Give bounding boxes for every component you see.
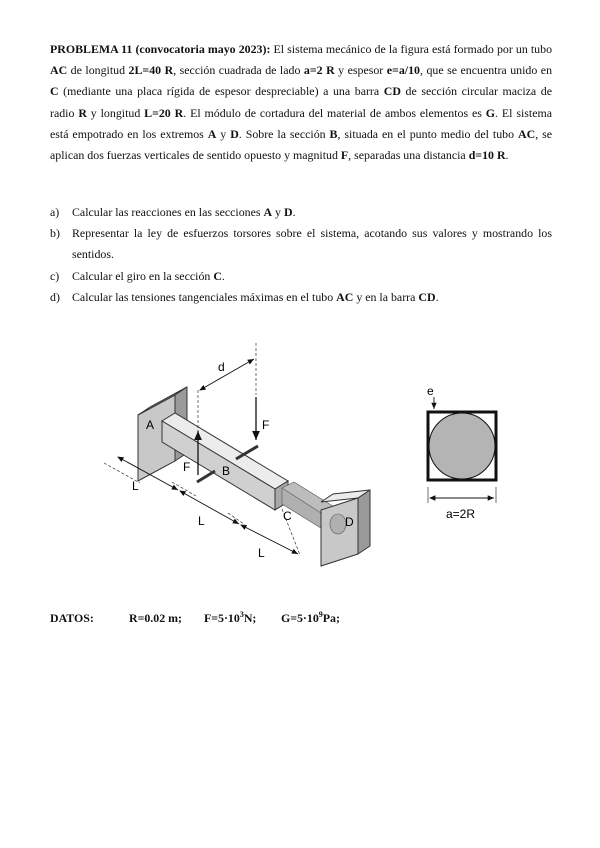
dimension-d [198,343,256,435]
question-list [50,202,552,308]
label-l2: L [198,514,205,528]
question-item: c) Calcular el giro en la sección C. [50,268,225,283]
figure-svg [0,335,600,595]
label-e: e [427,384,434,398]
label-c: C [283,509,292,523]
label-l3: L [258,546,265,560]
label-f-bottom: F [183,460,191,474]
label-a: A [146,418,155,432]
label-l1: L [132,479,139,493]
mechanical-figure [0,335,600,595]
question-item: d) Calcular las tensiones tangenciales máximas en el tubo AC y en la barra CD. [50,289,439,304]
question-item: a) Calcular las reacciones en las secciones A y D. [50,205,296,219]
label-d: d [218,360,225,374]
data-f: $F=5\cdot 10^3N$; [203,610,257,625]
data-g: $G=5\cdot 10^9Pa$; [280,610,340,625]
data-r: R=0.02 m; [128,611,182,625]
label-b: B [222,464,231,478]
data-line [50,611,570,626]
problem-heading: PROBLEMA 11 (convocatoria mayo 2023): [50,42,271,56]
label-d-end: D [345,515,354,529]
label-a-size: a=2R [446,507,476,521]
problem-statement: PROBLEMA 11 (convocatoria mayo 2023): El sistema mecánico de la figura está formado por un tubo AC de longitud 2L=40 R, sección cuadrada de lado a=2 R y espesor e=a/10, que se encuentra unido en C (mediante una placa rígida de espesor despreciable) a una barra CD de sección circular maciza de radio R y longitud L=20 R. El módulo de cortadura del material de ambos elementos es G. El sistema está empotrado en los extremos A y D. Sobre la sección B, situada en el punto medio del tubo AC, se aplican dos fuerzas verticales de sentido opuesto y magnitud F, separadas una distancia d=10 R. [50,42,553,163]
cross-section [428,397,496,503]
label-f-top: F [262,418,270,432]
question-item: b) Representar la ley de esfuerzos torsores sobre el sistema, acotando sus valores y mostrando los sentidos. [50,226,552,262]
data-label: DATOS: [50,611,94,625]
